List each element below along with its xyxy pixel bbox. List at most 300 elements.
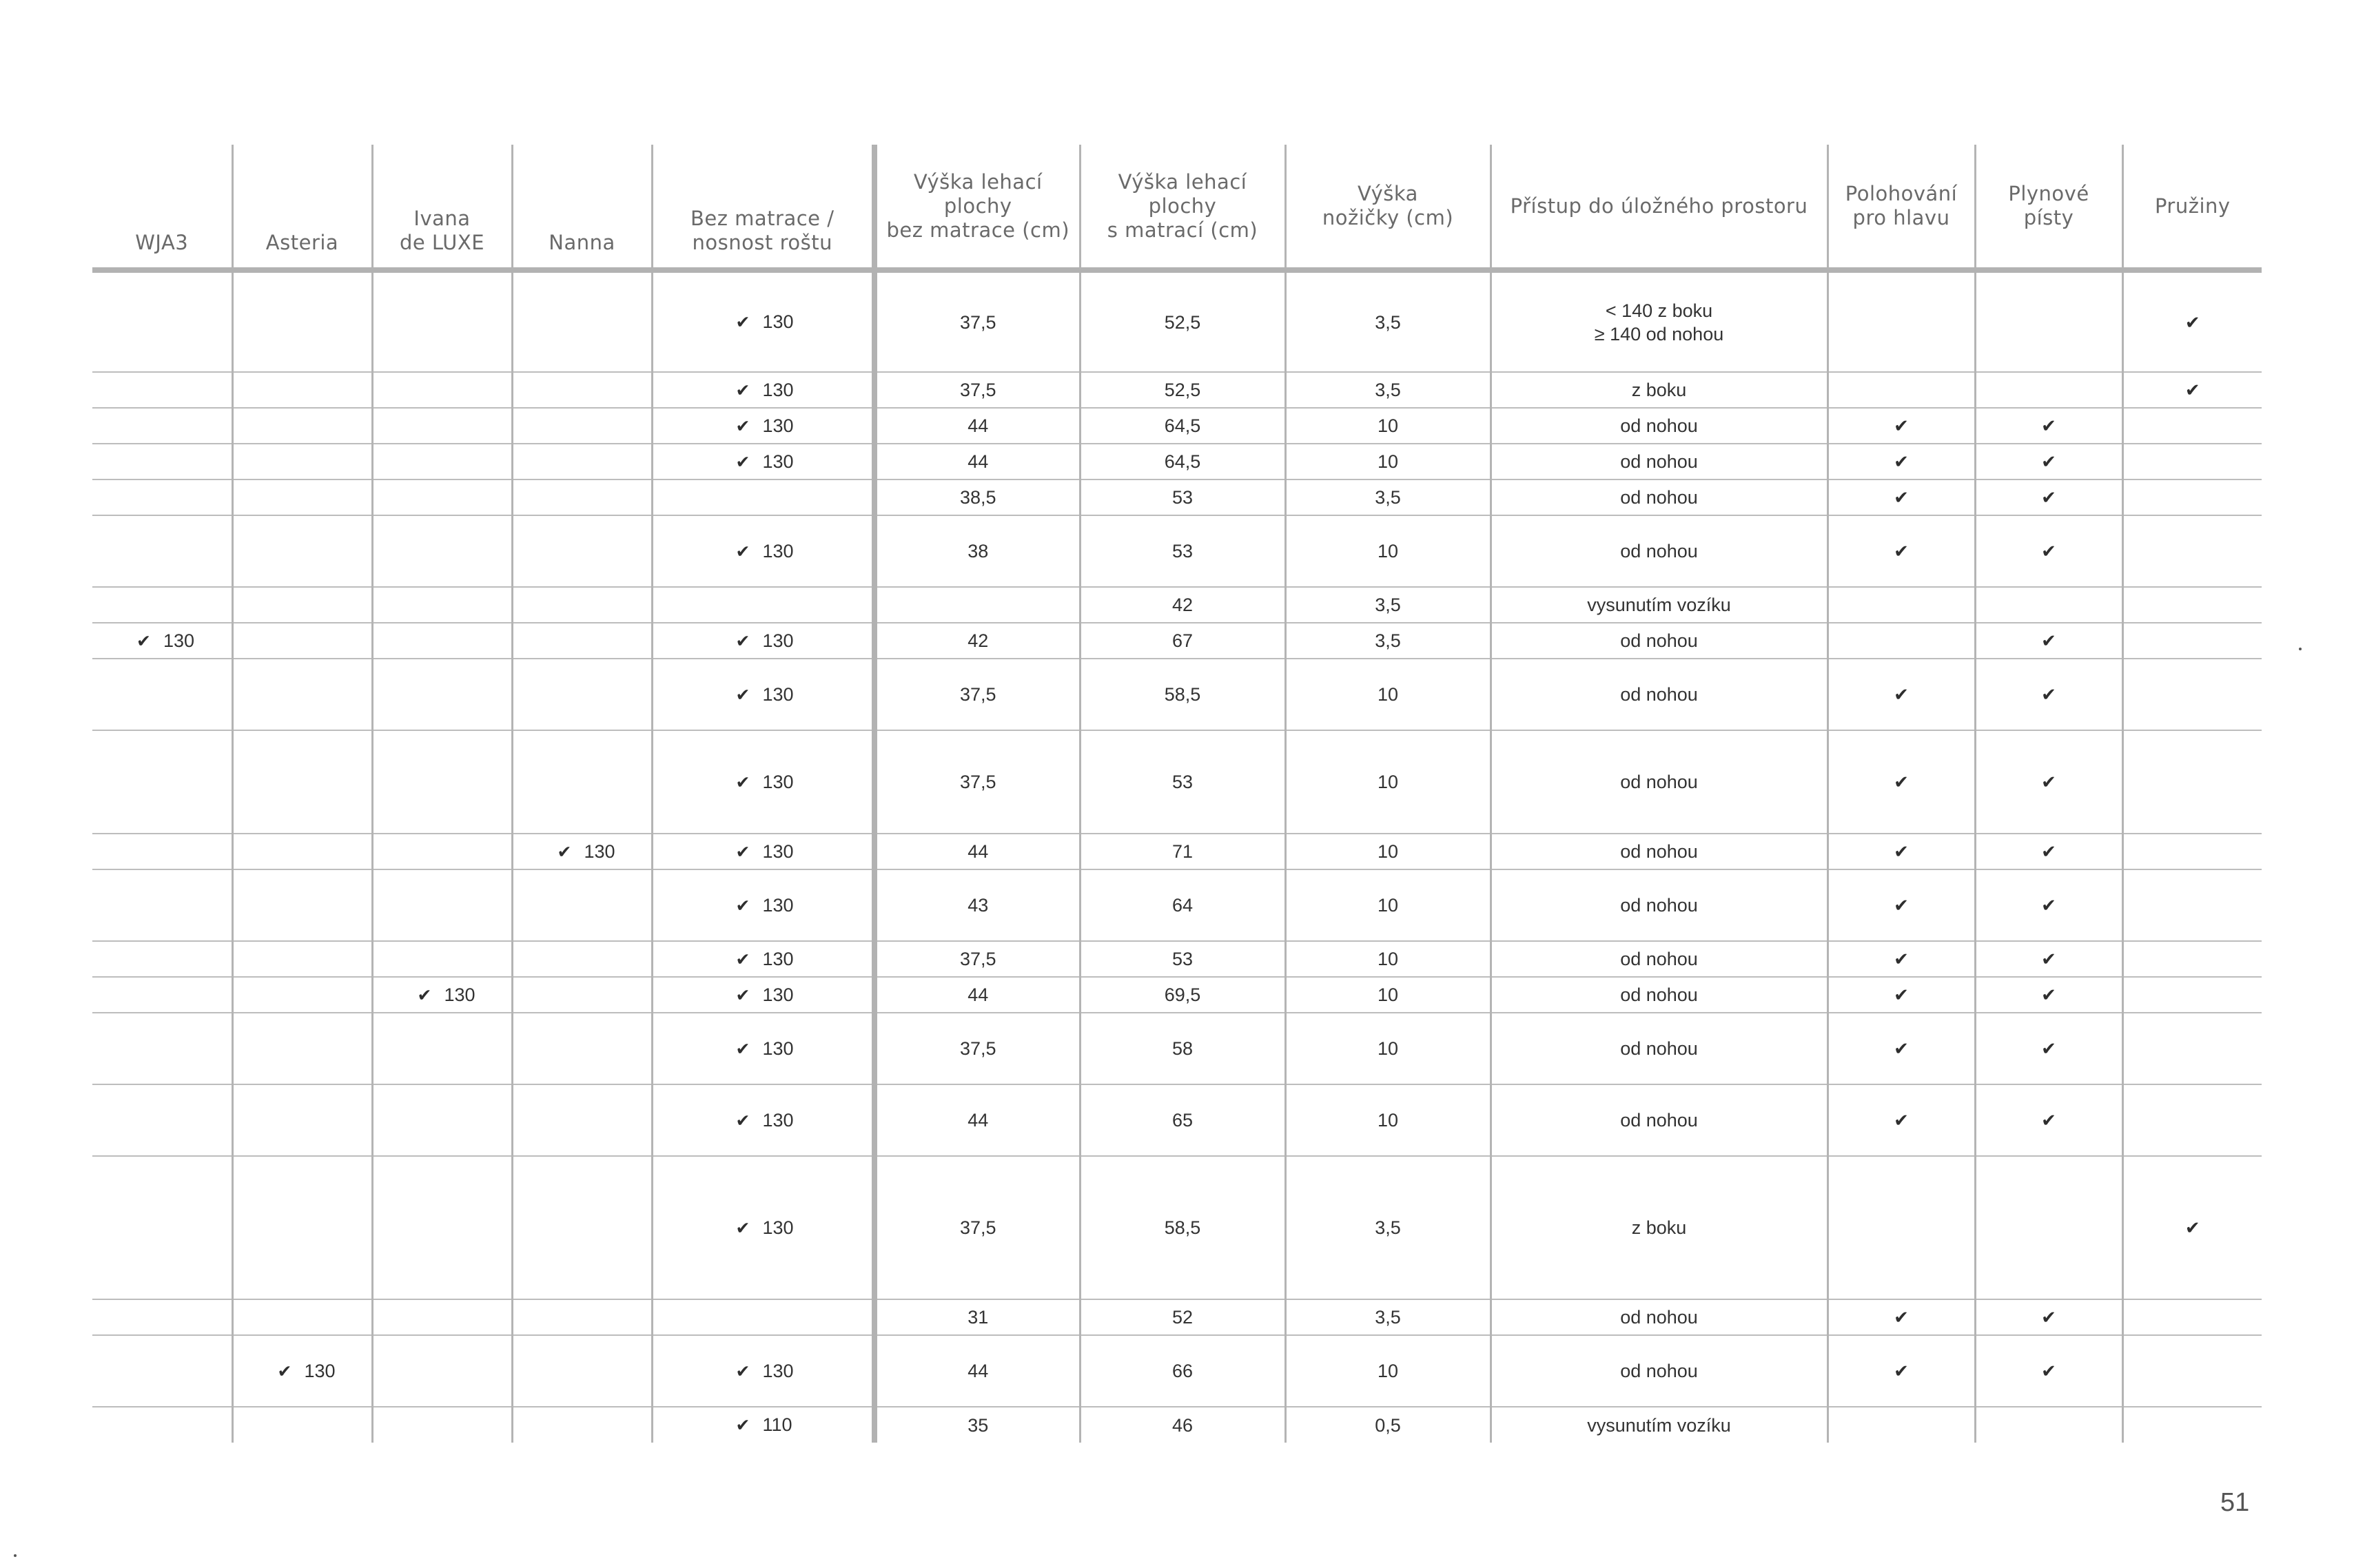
cell-pruziny	[2122, 834, 2262, 869]
cell-nanna: ✔ 130	[512, 834, 652, 869]
cell-pruziny	[2122, 977, 2262, 1013]
cell-nanna	[512, 1407, 652, 1443]
cell-vyska-s-matraci: 53	[1080, 515, 1285, 587]
cell-polohovani	[1828, 623, 1975, 659]
cell-wja3	[92, 977, 232, 1013]
check-icon: ✔	[1894, 984, 1909, 1005]
cell-asteria	[232, 587, 372, 623]
cell-pruziny	[2122, 730, 2262, 834]
cell-bez-matrace: ✔ 130	[652, 941, 874, 977]
cell-wja3	[92, 869, 232, 941]
cell-plynove-pisty	[1975, 270, 2122, 372]
cell-vyska-bez-matrace: 44	[874, 444, 1080, 479]
cell-pruziny	[2122, 479, 2262, 515]
check-icon: ✔	[2041, 895, 2056, 916]
cell-polohovani	[1828, 408, 1975, 444]
cell-asteria	[232, 977, 372, 1013]
check-icon: ✔	[1894, 841, 1909, 862]
cell-pristup: vysunutím vozíku	[1491, 1407, 1828, 1443]
check-icon: ✔	[2184, 311, 2200, 333]
cell-asteria	[232, 1084, 372, 1156]
cell-bez-matrace: ✔ 130	[652, 834, 874, 869]
cell-vyska-nozicky: 3,5	[1285, 372, 1491, 408]
scan-speck	[14, 1554, 17, 1557]
check-icon: ✔	[1894, 415, 1909, 436]
cell-bez-matrace: ✔ 130	[652, 515, 874, 587]
cell-polohovani	[1828, 941, 1975, 977]
cell-ivana-de-luxe	[372, 1299, 512, 1335]
table-row	[92, 659, 2262, 730]
table-row	[92, 444, 2262, 479]
cell-pruziny	[2122, 408, 2262, 444]
cell-ivana-de-luxe	[372, 408, 512, 444]
table-header-row	[92, 145, 2262, 270]
check-icon: ✔	[735, 416, 750, 436]
cell-vyska-bez-matrace: 37,5	[874, 372, 1080, 408]
cell-wja3	[92, 659, 232, 730]
cell-bez-matrace: ✔ 130	[652, 408, 874, 444]
cell-pruziny	[2122, 659, 2262, 730]
cell-vyska-s-matraci: 69,5	[1080, 977, 1285, 1013]
check-icon: ✔	[2041, 949, 2056, 969]
cell-plynove-pisty	[1975, 1335, 2122, 1407]
table-row	[92, 869, 2262, 941]
cell-ivana-de-luxe	[372, 623, 512, 659]
cell-vyska-nozicky: 3,5	[1285, 479, 1491, 515]
check-icon: ✔	[735, 772, 750, 792]
cell-bez-matrace: ✔ 130	[652, 977, 874, 1013]
cell-vyska-bez-matrace: 44	[874, 834, 1080, 869]
cell-asteria	[232, 444, 372, 479]
header-nanna: Nanna	[512, 145, 652, 270]
cell-vyska-bez-matrace: 37,5	[874, 730, 1080, 834]
cell-pristup: od nohou	[1491, 869, 1828, 941]
cell-vyska-nozicky: 10	[1285, 834, 1491, 869]
cell-vyska-s-matraci: 52,5	[1080, 270, 1285, 372]
cell-bez-matrace: ✔ 130	[652, 1156, 874, 1299]
cell-wja3	[92, 1407, 232, 1443]
cell-ivana-de-luxe	[372, 1156, 512, 1299]
cell-nanna	[512, 270, 652, 372]
cell-pruziny	[2122, 1013, 2262, 1084]
check-icon: ✔	[1894, 895, 1909, 916]
cell-polohovani	[1828, 587, 1975, 623]
cell-polohovani	[1828, 1013, 1975, 1084]
table-row	[92, 1407, 2262, 1443]
cell-vyska-s-matraci: 64	[1080, 869, 1285, 941]
check-icon: ✔	[2041, 1361, 2056, 1381]
cell-asteria	[232, 515, 372, 587]
check-icon: ✔	[2041, 487, 2056, 508]
cell-vyska-nozicky: 10	[1285, 1335, 1491, 1407]
cell-wja3	[92, 372, 232, 408]
cell-pruziny	[2122, 1335, 2262, 1407]
cell-vyska-s-matraci: 58	[1080, 1013, 1285, 1084]
cell-polohovani	[1828, 1156, 1975, 1299]
table-row	[92, 977, 2262, 1013]
cell-asteria	[232, 1407, 372, 1443]
cell-ivana-de-luxe	[372, 372, 512, 408]
cell-wja3: ✔ 130	[92, 623, 232, 659]
cell-pristup: od nohou	[1491, 1084, 1828, 1156]
check-icon: ✔	[2041, 1307, 2056, 1328]
cell-nanna	[512, 587, 652, 623]
cell-bez-matrace	[652, 1299, 874, 1335]
cell-wja3	[92, 444, 232, 479]
check-icon: ✔	[2041, 630, 2056, 651]
cell-ivana-de-luxe	[372, 444, 512, 479]
cell-wja3	[92, 941, 232, 977]
cell-plynove-pisty	[1975, 834, 2122, 869]
cell-bez-matrace	[652, 587, 874, 623]
cell-nanna	[512, 1335, 652, 1407]
check-icon: ✔	[1894, 1361, 1909, 1381]
cell-asteria	[232, 1299, 372, 1335]
cell-plynove-pisty	[1975, 372, 2122, 408]
table-row	[92, 1156, 2262, 1299]
cell-wja3	[92, 587, 232, 623]
cell-nanna	[512, 659, 652, 730]
cell-vyska-nozicky: 10	[1285, 408, 1491, 444]
cell-vyska-s-matraci: 42	[1080, 587, 1285, 623]
cell-vyska-bez-matrace	[874, 587, 1080, 623]
check-icon: ✔	[735, 1218, 750, 1238]
cell-bez-matrace	[652, 479, 874, 515]
cell-plynove-pisty	[1975, 1156, 2122, 1299]
check-icon: ✔	[735, 685, 750, 705]
cell-pruziny	[2122, 1407, 2262, 1443]
table-row	[92, 1084, 2262, 1156]
cell-wja3	[92, 408, 232, 444]
cell-vyska-nozicky: 3,5	[1285, 1299, 1491, 1335]
cell-pristup: od nohou	[1491, 1013, 1828, 1084]
cell-plynove-pisty	[1975, 1299, 2122, 1335]
cell-vyska-s-matraci: 58,5	[1080, 659, 1285, 730]
cell-pruziny	[2122, 869, 2262, 941]
cell-polohovani	[1828, 659, 1975, 730]
check-icon: ✔	[136, 631, 151, 651]
cell-vyska-nozicky: 10	[1285, 444, 1491, 479]
cell-pruziny	[2122, 587, 2262, 623]
cell-pruziny	[2122, 941, 2262, 977]
cell-pristup: z boku	[1491, 1156, 1828, 1299]
check-icon: ✔	[2041, 451, 2056, 472]
check-icon: ✔	[735, 1416, 750, 1435]
cell-pristup: od nohou	[1491, 730, 1828, 834]
cell-polohovani	[1828, 869, 1975, 941]
cell-ivana-de-luxe	[372, 659, 512, 730]
cell-nanna	[512, 444, 652, 479]
cell-polohovani	[1828, 515, 1975, 587]
cell-wja3	[92, 1299, 232, 1335]
cell-plynove-pisty	[1975, 1084, 2122, 1156]
cell-wja3	[92, 1013, 232, 1084]
cell-plynove-pisty	[1975, 869, 2122, 941]
header-vyska-bez-matrace: Výška lehací plochy bez matrace (cm)	[874, 145, 1080, 270]
check-icon: ✔	[2041, 984, 2056, 1005]
table-row	[92, 834, 2262, 869]
cell-pristup: od nohou	[1491, 834, 1828, 869]
cell-asteria	[232, 1156, 372, 1299]
cell-polohovani	[1828, 977, 1975, 1013]
check-icon: ✔	[1894, 684, 1909, 705]
check-icon: ✔	[2184, 1217, 2200, 1238]
table-row	[92, 1335, 2262, 1407]
cell-ivana-de-luxe	[372, 941, 512, 977]
cell-pruziny	[2122, 1156, 2262, 1299]
cell-pruziny	[2122, 623, 2262, 659]
cell-polohovani	[1828, 372, 1975, 408]
cell-pristup: od nohou	[1491, 444, 1828, 479]
cell-ivana-de-luxe	[372, 1335, 512, 1407]
cell-wja3	[92, 1156, 232, 1299]
check-icon: ✔	[557, 842, 572, 862]
cell-polohovani	[1828, 1299, 1975, 1335]
cell-polohovani	[1828, 1084, 1975, 1156]
cell-polohovani	[1828, 444, 1975, 479]
cell-plynove-pisty	[1975, 408, 2122, 444]
check-icon: ✔	[2041, 415, 2056, 436]
check-icon: ✔	[2041, 684, 2056, 705]
cell-pruziny	[2122, 1084, 2262, 1156]
cell-vyska-nozicky: 3,5	[1285, 270, 1491, 372]
cell-nanna	[512, 1156, 652, 1299]
cell-nanna	[512, 372, 652, 408]
check-icon: ✔	[1894, 949, 1909, 969]
cell-vyska-nozicky: 3,5	[1285, 1156, 1491, 1299]
cell-vyska-nozicky: 3,5	[1285, 623, 1491, 659]
header-vyska-s-matraci: Výška lehací plochy s matrací (cm)	[1080, 145, 1285, 270]
check-icon: ✔	[277, 1361, 292, 1381]
cell-bez-matrace: ✔ 130	[652, 444, 874, 479]
cell-ivana-de-luxe	[372, 515, 512, 587]
table-row	[92, 941, 2262, 977]
cell-pruziny	[2122, 372, 2262, 408]
cell-nanna	[512, 941, 652, 977]
cell-vyska-bez-matrace: 37,5	[874, 1013, 1080, 1084]
cell-nanna	[512, 977, 652, 1013]
cell-asteria	[232, 941, 372, 977]
check-icon: ✔	[735, 842, 750, 862]
cell-wja3	[92, 730, 232, 834]
cell-plynove-pisty	[1975, 444, 2122, 479]
cell-vyska-s-matraci: 65	[1080, 1084, 1285, 1156]
cell-vyska-bez-matrace: 44	[874, 1335, 1080, 1407]
cell-vyska-bez-matrace: 44	[874, 408, 1080, 444]
cell-bez-matrace: ✔ 130	[652, 730, 874, 834]
cell-vyska-nozicky: 10	[1285, 515, 1491, 587]
cell-vyska-bez-matrace: 31	[874, 1299, 1080, 1335]
table-row	[92, 270, 2262, 372]
cell-plynove-pisty	[1975, 587, 2122, 623]
cell-vyska-nozicky: 0,5	[1285, 1407, 1491, 1443]
cell-vyska-nozicky: 10	[1285, 730, 1491, 834]
cell-bez-matrace: ✔ 130	[652, 623, 874, 659]
cell-pristup: vysunutím vozíku	[1491, 587, 1828, 623]
cell-vyska-bez-matrace: 43	[874, 869, 1080, 941]
cell-pruziny	[2122, 444, 2262, 479]
cell-polohovani	[1828, 270, 1975, 372]
header-plynove-pisty: Plynové písty	[1975, 145, 2122, 270]
cell-nanna	[512, 1084, 652, 1156]
cell-asteria	[232, 869, 372, 941]
check-icon: ✔	[735, 1111, 750, 1131]
cell-ivana-de-luxe	[372, 834, 512, 869]
header-asteria: Asteria	[232, 145, 372, 270]
check-icon: ✔	[735, 452, 750, 472]
cell-vyska-bez-matrace: 42	[874, 623, 1080, 659]
check-icon: ✔	[735, 313, 750, 332]
cell-pristup: od nohou	[1491, 479, 1828, 515]
cell-nanna	[512, 479, 652, 515]
cell-pristup: od nohou	[1491, 977, 1828, 1013]
table-row	[92, 730, 2262, 834]
cell-bez-matrace: ✔ 130	[652, 659, 874, 730]
cell-vyska-bez-matrace: 38	[874, 515, 1080, 587]
check-icon: ✔	[735, 380, 750, 400]
cell-bez-matrace: ✔ 130	[652, 1335, 874, 1407]
check-icon: ✔	[735, 1039, 750, 1059]
cell-nanna	[512, 1299, 652, 1335]
check-icon: ✔	[2041, 841, 2056, 862]
cell-ivana-de-luxe: ✔ 130	[372, 977, 512, 1013]
cell-pristup: od nohou	[1491, 1299, 1828, 1335]
cell-vyska-bez-matrace: 44	[874, 1084, 1080, 1156]
cell-vyska-s-matraci: 66	[1080, 1335, 1285, 1407]
table-row	[92, 515, 2262, 587]
table-row	[92, 408, 2262, 444]
cell-pruziny	[2122, 515, 2262, 587]
header-pristup: Přístup do úložného prostoru	[1491, 145, 1828, 270]
page-number: 51	[2220, 1488, 2250, 1517]
cell-wja3	[92, 479, 232, 515]
cell-vyska-s-matraci: 53	[1080, 730, 1285, 834]
cell-ivana-de-luxe	[372, 1084, 512, 1156]
cell-vyska-bez-matrace: 38,5	[874, 479, 1080, 515]
cell-vyska-nozicky: 10	[1285, 1084, 1491, 1156]
cell-asteria	[232, 730, 372, 834]
cell-asteria	[232, 834, 372, 869]
header-vyska-nozicky: Výška nožičky (cm)	[1285, 145, 1491, 270]
cell-ivana-de-luxe	[372, 869, 512, 941]
cell-vyska-nozicky: 10	[1285, 941, 1491, 977]
check-icon: ✔	[2041, 541, 2056, 561]
cell-ivana-de-luxe	[372, 1013, 512, 1084]
check-icon: ✔	[735, 1361, 750, 1381]
check-icon: ✔	[735, 896, 750, 916]
table-row	[92, 479, 2262, 515]
cell-wja3	[92, 515, 232, 587]
cell-vyska-bez-matrace: 37,5	[874, 270, 1080, 372]
cell-wja3	[92, 834, 232, 869]
cell-polohovani	[1828, 730, 1975, 834]
cell-polohovani	[1828, 1407, 1975, 1443]
table-row	[92, 1299, 2262, 1335]
check-icon: ✔	[735, 631, 750, 651]
check-icon: ✔	[1894, 1038, 1909, 1059]
header-ivana-de-luxe: Ivana de LUXE	[372, 145, 512, 270]
cell-vyska-s-matraci: 52,5	[1080, 372, 1285, 408]
scan-speck	[2299, 648, 2302, 650]
cell-ivana-de-luxe	[372, 1407, 512, 1443]
cell-vyska-nozicky: 10	[1285, 869, 1491, 941]
cell-vyska-bez-matrace: 37,5	[874, 941, 1080, 977]
cell-asteria	[232, 659, 372, 730]
cell-plynove-pisty	[1975, 659, 2122, 730]
cell-vyska-nozicky: 10	[1285, 1013, 1491, 1084]
cell-pristup: od nohou	[1491, 408, 1828, 444]
table-row	[92, 623, 2262, 659]
cell-vyska-bez-matrace: 44	[874, 977, 1080, 1013]
cell-nanna	[512, 1013, 652, 1084]
cell-bez-matrace: ✔ 130	[652, 1084, 874, 1156]
check-icon: ✔	[1894, 451, 1909, 472]
cell-nanna	[512, 515, 652, 587]
cell-bez-matrace: ✔ 110	[652, 1407, 874, 1443]
cell-ivana-de-luxe	[372, 587, 512, 623]
cell-vyska-s-matraci: 53	[1080, 479, 1285, 515]
cell-pristup: < 140 z boku ≥ 140 od nohou	[1491, 270, 1828, 372]
table-row	[92, 1013, 2262, 1084]
cell-vyska-bez-matrace: 37,5	[874, 659, 1080, 730]
cell-polohovani	[1828, 834, 1975, 869]
check-icon: ✔	[2041, 1110, 2056, 1131]
cell-nanna	[512, 869, 652, 941]
table-body	[92, 270, 2262, 1443]
cell-asteria	[232, 408, 372, 444]
cell-wja3	[92, 270, 232, 372]
cell-vyska-s-matraci: 53	[1080, 941, 1285, 977]
cell-vyska-bez-matrace: 35	[874, 1407, 1080, 1443]
cell-pruziny	[2122, 1299, 2262, 1335]
cell-pristup: od nohou	[1491, 941, 1828, 977]
check-icon: ✔	[2041, 1038, 2056, 1059]
cell-ivana-de-luxe	[372, 730, 512, 834]
cell-ivana-de-luxe	[372, 270, 512, 372]
cell-bez-matrace: ✔ 130	[652, 372, 874, 408]
check-icon: ✔	[1894, 1110, 1909, 1131]
cell-vyska-bez-matrace: 37,5	[874, 1156, 1080, 1299]
check-icon: ✔	[2041, 772, 2056, 792]
check-icon: ✔	[2184, 380, 2200, 400]
cell-asteria	[232, 270, 372, 372]
header-wja3: WJA3	[92, 145, 232, 270]
cell-asteria	[232, 479, 372, 515]
cell-vyska-nozicky: 10	[1285, 659, 1491, 730]
table-row	[92, 372, 2262, 408]
cell-plynove-pisty	[1975, 941, 2122, 977]
cell-nanna	[512, 623, 652, 659]
cell-pristup: od nohou	[1491, 623, 1828, 659]
cell-plynove-pisty	[1975, 1407, 2122, 1443]
header-bez-matrace: Bez matrace / nosnost roštu	[652, 145, 874, 270]
cell-polohovani	[1828, 479, 1975, 515]
check-icon: ✔	[417, 985, 432, 1005]
cell-nanna	[512, 730, 652, 834]
cell-vyska-nozicky: 3,5	[1285, 587, 1491, 623]
bed-comparison-table	[92, 145, 2262, 1443]
check-icon: ✔	[735, 985, 750, 1005]
cell-vyska-s-matraci: 64,5	[1080, 408, 1285, 444]
cell-asteria	[232, 372, 372, 408]
cell-pristup: od nohou	[1491, 515, 1828, 587]
cell-bez-matrace: ✔ 130	[652, 270, 874, 372]
check-icon: ✔	[735, 541, 750, 561]
cell-wja3	[92, 1084, 232, 1156]
cell-asteria	[232, 623, 372, 659]
cell-asteria: ✔ 130	[232, 1335, 372, 1407]
cell-vyska-s-matraci: 52	[1080, 1299, 1285, 1335]
